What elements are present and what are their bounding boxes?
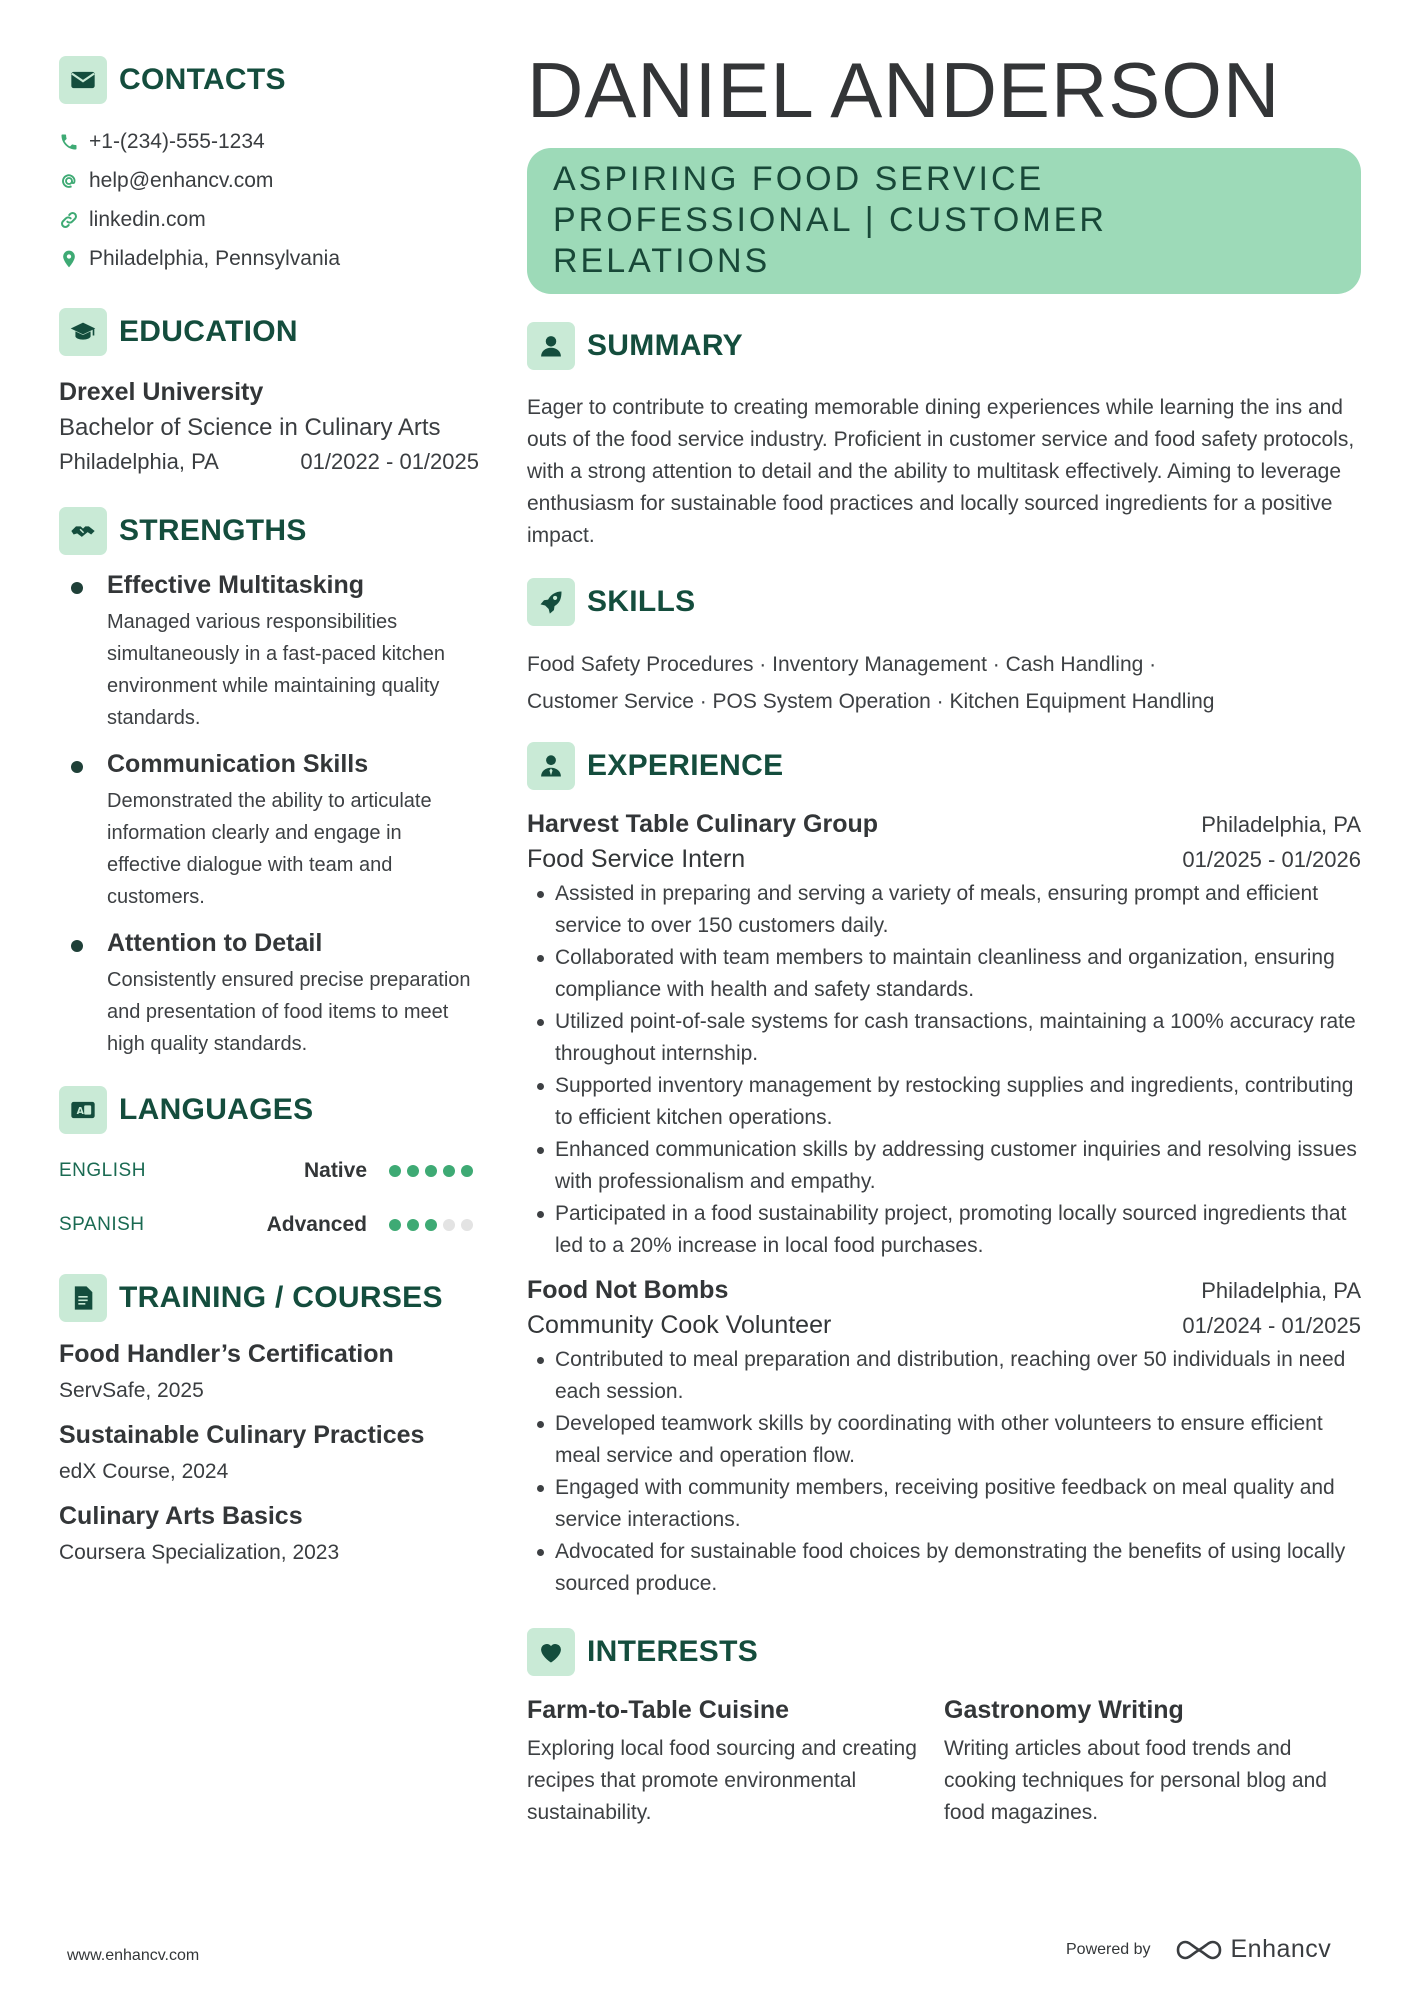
language-rating <box>389 1219 479 1231</box>
experience-line2 <box>527 1311 1361 1340</box>
strength-desc: Managed various responsibilities simultaneously in a fast-paced kitchen environment while maintaining quality standards. <box>107 611 445 729</box>
translate-icon <box>59 1086 107 1134</box>
job-bullet: Developed teamwork skills by coordinating with other volunteers to ensure efficient meal service and operation flow. <box>527 1408 1361 1472</box>
rating-dot <box>461 1165 473 1177</box>
section-title: STRENGTHS <box>119 514 307 547</box>
handshake-icon <box>59 507 107 555</box>
section-title: SKILLS <box>587 585 696 618</box>
job-bullet: Contributed to meal preparation and distribution, reaching over 50 individuals in need each session. <box>527 1344 1361 1408</box>
job-bullet: Supported inventory management by restocking supplies and ingredients, contributing to efficient kitchen operations. <box>527 1070 1361 1134</box>
right-column <box>527 46 1361 1829</box>
job-role: Community Cook Volunteer <box>527 1311 832 1339</box>
strength-title: Communication Skills <box>107 750 369 778</box>
section-title: SUMMARY <box>587 329 743 362</box>
interest-desc: Exploring local food sourcing and creating recipes that promote environmental sustainability. <box>527 1737 917 1824</box>
job-bullet: Participated in a food sustainability project, promoting locally sourced ingredients that led to a 20% increase in local food purchases. <box>527 1198 1361 1262</box>
course-provider: ServSafe, 2025 <box>59 1379 204 1402</box>
experience-line1 <box>527 1276 1361 1305</box>
skills-line: Customer Service · POS System Operation · Kitchen Equipment Handling <box>527 690 1215 713</box>
rating-dot <box>461 1219 473 1231</box>
contact-location <box>59 239 479 278</box>
contact-list <box>59 122 479 278</box>
rocket-icon <box>527 578 575 626</box>
experience-line1 <box>527 810 1361 839</box>
job-bullet: Engaged with community members, receiving positive feedback on meal quality and service interactions. <box>527 1472 1361 1536</box>
experience-header <box>527 742 1361 790</box>
location-text: Philadelphia, Pennsylvania <box>89 246 341 270</box>
training-list <box>59 1340 479 1565</box>
rating-dot <box>443 1165 455 1177</box>
section-title: EXPERIENCE <box>587 749 784 782</box>
interests-list <box>527 1696 1361 1829</box>
user-icon <box>527 322 575 370</box>
brand-name: Enhancv <box>1230 1935 1332 1963</box>
strength-desc: Demonstrated the ability to articulate information clearly and engage in effective dialogue with team and customers. <box>107 790 432 908</box>
language-level: Native <box>303 1159 367 1182</box>
course-provider: Coursera Specialization, 2023 <box>59 1541 340 1564</box>
language-rating <box>389 1165 479 1177</box>
company-name: Food Not Bombs <box>527 1276 729 1304</box>
job-bullet: Enhanced communication skills by addressing customer inquiries and resolving issues with professionalism and empathy. <box>527 1134 1361 1198</box>
edu-dates: 01/2022 - 01/2025 <box>300 449 479 474</box>
edu-location: Philadelphia, PA <box>59 449 219 474</box>
interest-item <box>527 1696 944 1829</box>
experience-entry <box>527 810 1361 1262</box>
company-name: Harvest Table Culinary Group <box>527 810 879 838</box>
languages-header <box>59 1086 479 1134</box>
footer-brand <box>1066 1935 1331 1964</box>
strength-item <box>59 750 479 913</box>
language-name: ENGLISH <box>59 1160 146 1181</box>
experience-line2 <box>527 845 1361 874</box>
bullet-dot <box>71 582 83 594</box>
job-dates: 01/2024 - 01/2025 <box>1182 1313 1361 1338</box>
contact-email[interactable] <box>59 161 479 200</box>
job-bullets <box>527 1344 1361 1600</box>
email-text: help@enhancv.com <box>89 168 274 192</box>
languages-list <box>59 1144 479 1252</box>
interests-header <box>527 1628 1361 1676</box>
strength-item <box>59 929 479 1060</box>
at-sign-icon <box>59 171 89 191</box>
experience-entry <box>527 1276 1361 1600</box>
left-column <box>59 56 479 1565</box>
contacts-header <box>59 56 479 104</box>
strength-item <box>59 571 479 734</box>
tagline-banner: ASPIRING FOOD SERVICE PROFESSIONAL | CUSTOMER RELATIONS <box>527 148 1361 294</box>
skills-header <box>527 578 1361 626</box>
section-title: INTERESTS <box>587 1635 759 1668</box>
footer-website[interactable]: www.enhancv.com <box>67 1947 200 1964</box>
edu-degree: Bachelor of Science in Culinary Arts <box>59 414 441 441</box>
rating-dot <box>389 1219 401 1231</box>
rating-dot <box>407 1219 419 1231</box>
interest-desc: Writing articles about food trends and cooking techniques for personal blog and food magazines. <box>944 1737 1327 1824</box>
summary-text: Eager to contribute to creating memorable dining experiences while learning the ins and outs of the food service industry. Proficient in customer service and food safety protocols, with a strong attention to detail and the ability to multitask effectively. Aiming to leverage enthusiasm for sustainable food practices and locally sourced ingredients for a positive impact. <box>527 396 1355 547</box>
job-bullet: Assisted in preparing and serving a variety of meals, ensuring prompt and efficient service to over 150 customers daily. <box>527 878 1361 942</box>
interest-title: Farm-to-Table Cuisine <box>527 1696 790 1724</box>
edu-meta <box>59 449 479 475</box>
language-row <box>59 1198 479 1252</box>
interest-title: Gastronomy Writing <box>944 1696 1184 1724</box>
candidate-name: DANIEL ANDERSON <box>527 46 1281 134</box>
section-title: TRAINING / COURSES <box>119 1281 443 1314</box>
education-header <box>59 308 479 356</box>
bullet-dot <box>71 761 83 773</box>
rating-dot <box>389 1165 401 1177</box>
brand-logo[interactable] <box>1175 1935 1332 1964</box>
language-name: SPANISH <box>59 1214 145 1235</box>
map-pin-icon <box>59 249 89 269</box>
powered-by-text: Powered by <box>1066 1940 1151 1958</box>
heart-icon <box>527 1628 575 1676</box>
language-level: Advanced <box>266 1213 367 1236</box>
strength-title: Attention to Detail <box>107 929 323 957</box>
job-location: Philadelphia, PA <box>1201 812 1361 837</box>
strengths-list <box>59 571 479 1060</box>
strengths-header <box>59 507 479 555</box>
briefcase-user-icon <box>527 742 575 790</box>
linkedin-text: linkedin.com <box>89 207 206 231</box>
job-role: Food Service Intern <box>527 845 746 873</box>
graduation-cap-icon <box>59 308 107 356</box>
course-title: Sustainable Culinary Practices <box>59 1421 425 1449</box>
job-bullet: Advocated for sustainable food choices by demonstrating the benefits of using locally sourced produce. <box>527 1536 1361 1600</box>
course-provider: edX Course, 2024 <box>59 1460 229 1483</box>
job-bullet: Utilized point-of-sale systems for cash transactions, maintaining a 100% accuracy rate throughout internship. <box>527 1006 1361 1070</box>
rating-dot <box>443 1219 455 1231</box>
contact-linkedin[interactable] <box>59 200 479 239</box>
envelope-icon <box>59 56 107 104</box>
rating-dot <box>407 1165 419 1177</box>
section-title: LANGUAGES <box>119 1093 314 1126</box>
enhancv-logo-icon <box>1175 1937 1223 1963</box>
bullet-dot <box>71 940 83 952</box>
course-title: Culinary Arts Basics <box>59 1502 303 1530</box>
section-title: EDUCATION <box>119 315 298 348</box>
skills-list <box>527 646 1361 720</box>
training-header <box>59 1274 479 1322</box>
svg-text:A: A <box>76 1106 84 1118</box>
contact-phone[interactable] <box>59 122 479 161</box>
phone-text: +1-(234)-555-1234 <box>89 129 265 153</box>
job-dates: 01/2025 - 01/2026 <box>1182 847 1361 872</box>
skills-line: Food Safety Procedures · Inventory Management · Cash Handling · <box>527 653 1157 676</box>
course-title: Food Handler’s Certification <box>59 1340 394 1368</box>
interest-item <box>944 1696 1361 1829</box>
phone-icon <box>59 132 89 152</box>
strength-title: Effective Multitasking <box>107 571 364 599</box>
edu-school: Drexel University <box>59 378 264 406</box>
section-title: CONTACTS <box>119 63 286 96</box>
summary-header <box>527 322 1361 370</box>
strength-desc: Consistently ensured precise preparation and presentation of food items to meet high quality standards. <box>107 969 471 1055</box>
job-bullet: Collaborated with team members to maintain cleanliness and organization, ensuring compliance with health and safety standards. <box>527 942 1361 1006</box>
language-row <box>59 1144 479 1198</box>
document-icon <box>59 1274 107 1322</box>
job-bullets <box>527 878 1361 1262</box>
rating-dot <box>425 1165 437 1177</box>
rating-dot <box>425 1219 437 1231</box>
job-location: Philadelphia, PA <box>1201 1278 1361 1303</box>
link-icon <box>59 210 89 230</box>
